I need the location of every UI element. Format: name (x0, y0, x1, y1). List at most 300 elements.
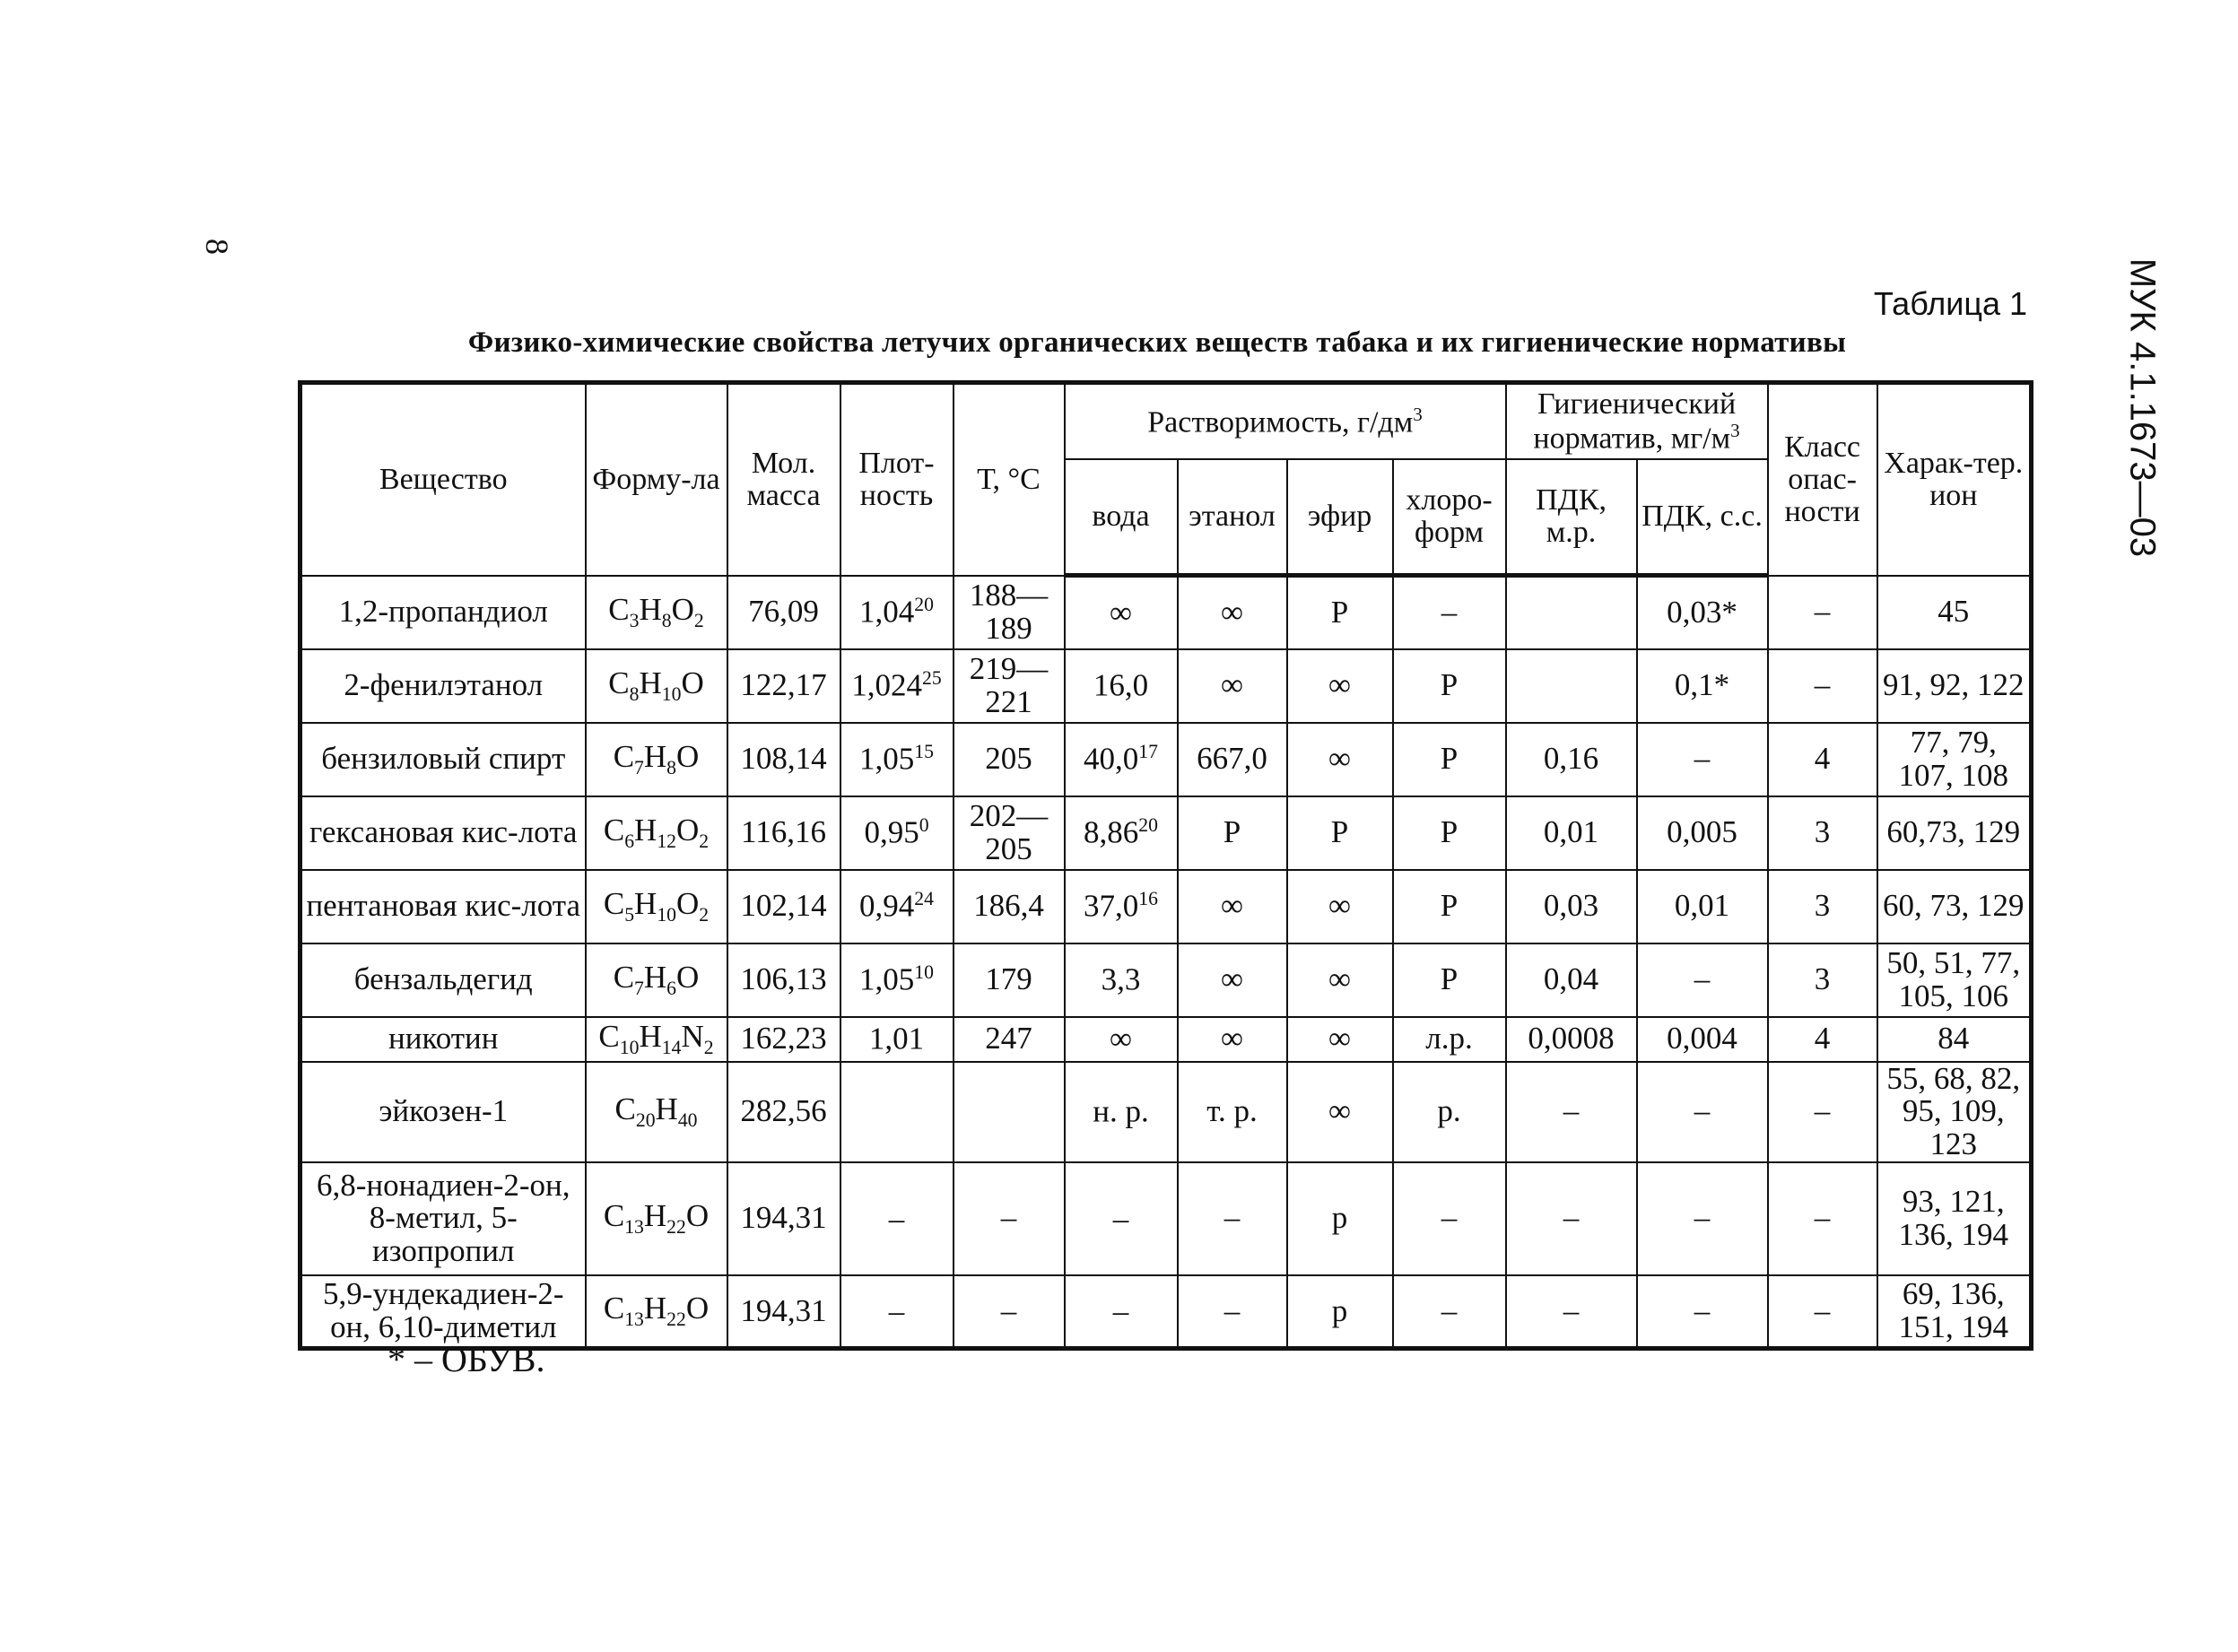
cell-density (840, 1062, 954, 1162)
table-title: Физико-химические свойства летучих органических веществ табака и их гигиенические нормативы (467, 326, 1847, 359)
formula-subscript: 2 (699, 903, 710, 926)
header-hygiene-unit-power: 3 (1730, 419, 1740, 441)
formula-subscript: 2 (693, 609, 704, 631)
formula-element: C (603, 1291, 625, 1326)
cell-pdk-mr (1506, 796, 1637, 870)
cell-pdk-mr-value: 0,0008 (1528, 1021, 1615, 1056)
header-formula: Форму-ла (586, 383, 727, 576)
header-ether: эфир (1287, 459, 1393, 576)
table-row (300, 1162, 2032, 1275)
table-row (300, 943, 2032, 1017)
cell-ether (1287, 1017, 1393, 1062)
cell-characteristic-ion-value: 69, 136, 151, 194 (1898, 1276, 2009, 1344)
cell-characteristic-ion (1877, 1275, 2032, 1349)
cell-density (840, 1017, 954, 1062)
cell-substance (300, 870, 586, 943)
cell-characteristic-ion (1877, 1162, 2032, 1275)
cell-substance (300, 1162, 586, 1275)
cell-ether (1287, 1275, 1393, 1349)
formula-element: O (676, 885, 700, 921)
cell-substance (300, 1017, 586, 1062)
header-pdk-ss: ПДК, с.с. (1637, 459, 1768, 576)
cell-hazard-class (1768, 649, 1877, 723)
cell-water-superscript: 20 (1138, 814, 1158, 837)
table-row (300, 576, 2032, 649)
formula-element: O (671, 591, 694, 627)
cell-substance (300, 796, 586, 870)
cell-ethanol-value: – (1223, 1292, 1241, 1328)
cell-ethanol-value: ∞ (1221, 888, 1243, 924)
formula-element: C (603, 1197, 625, 1233)
cell-pdk-ss (1637, 943, 1768, 1017)
cell-pdk-ss (1637, 1162, 1768, 1275)
cell-density-value: – (888, 1293, 905, 1329)
cell-water (1065, 1162, 1178, 1275)
cell-pdk-mr-value: – (1563, 1200, 1580, 1236)
cell-temperature-value: 188—189 (969, 577, 1049, 646)
cell-ether (1287, 796, 1393, 870)
cell-pdk-ss-value: 0,1* (1674, 667, 1730, 703)
table-row (300, 649, 2032, 723)
formula-element: N (681, 1018, 704, 1054)
cell-water-value: ∞ (1110, 595, 1132, 630)
cell-density (840, 723, 954, 796)
cell-pdk-mr-value: – (1563, 1292, 1580, 1328)
formula-element: O (676, 812, 700, 848)
cell-characteristic-ion-value: 77, 79, 107, 108 (1898, 724, 2009, 793)
cell-characteristic-ion-value: 91, 92, 122 (1883, 667, 2025, 703)
cell-pdk-mr (1506, 1017, 1637, 1062)
cell-characteristic-ion-value: 45 (1938, 594, 1970, 630)
cell-mol-mass-value: 102,14 (740, 888, 827, 924)
cell-density-value: 0,95 (864, 814, 919, 850)
cell-pdk-mr-value: 0,03 (1543, 888, 1599, 924)
cell-mol-mass-value: 106,13 (740, 961, 827, 997)
cell-mol-mass (727, 1062, 840, 1162)
cell-ethanol-value: т. р. (1206, 1093, 1258, 1129)
cell-temperature-value: 205 (985, 741, 1032, 777)
cell-hazard-class (1768, 1275, 1877, 1349)
formula-subscript: 8 (661, 609, 672, 631)
cell-formula (586, 649, 727, 723)
cell-chloroform-value: Р (1440, 888, 1459, 924)
cell-chloroform-value: Р (1440, 667, 1459, 703)
header-mol-mass: Мол. масса (727, 383, 840, 576)
cell-hazard-class-value: 4 (1814, 741, 1831, 777)
cell-mol-mass-value: 194,31 (740, 1200, 827, 1236)
cell-temperature (954, 796, 1065, 870)
cell-characteristic-ion-value: 60,73, 129 (1886, 814, 2021, 850)
cell-ether-value: Р (1330, 594, 1349, 630)
cell-density-value: 1,05 (859, 961, 915, 997)
cell-pdk-ss-value: 0,01 (1674, 888, 1730, 924)
formula-element: C (614, 1091, 636, 1126)
formula-element: C (613, 959, 635, 995)
formula-subscript: 8 (666, 756, 677, 778)
cell-ether (1287, 649, 1393, 723)
cell-formula (586, 1275, 727, 1349)
formula-element: H (643, 738, 667, 774)
cell-substance (300, 1062, 586, 1162)
cell-ethanol (1178, 1017, 1287, 1062)
formula-subscript: 3 (629, 609, 640, 631)
cell-hazard-class-value: – (1814, 1292, 1831, 1328)
cell-density (840, 1162, 954, 1275)
cell-ether (1287, 576, 1393, 649)
cell-characteristic-ion (1877, 943, 2032, 1017)
cell-substance (300, 943, 586, 1017)
cell-formula (586, 1162, 727, 1275)
cell-chloroform (1393, 870, 1506, 943)
table-row (300, 796, 2032, 870)
cell-pdk-ss-value: – (1694, 961, 1711, 997)
cell-substance-value: 5,9-ундекадиен-2-он, 6,10-диметил (322, 1276, 564, 1344)
cell-formula (586, 870, 727, 943)
cell-ether (1287, 1062, 1393, 1162)
cell-characteristic-ion-value: 60, 73, 129 (1883, 888, 2025, 924)
cell-ethanol-value: 667,0 (1197, 741, 1267, 777)
cell-pdk-mr-value: 0,16 (1543, 741, 1599, 777)
cell-mol-mass (727, 796, 840, 870)
cell-density (840, 649, 954, 723)
table-row (300, 723, 2032, 796)
cell-mol-mass-value: 108,14 (740, 741, 827, 777)
cell-ether (1287, 1162, 1393, 1275)
cell-pdk-mr (1506, 870, 1637, 943)
cell-mol-mass (727, 1162, 840, 1275)
cell-pdk-ss (1637, 649, 1768, 723)
cell-characteristic-ion (1877, 870, 2032, 943)
cell-hazard-class-value: – (1814, 594, 1831, 630)
formula-subscript: 10 (657, 903, 677, 926)
header-solubility-unit-power: 3 (1413, 403, 1423, 425)
cell-chloroform-value: Р (1440, 814, 1459, 850)
formula-element: H (655, 1091, 678, 1126)
cell-formula (586, 576, 727, 649)
cell-substance-value: бензиловый спирт (321, 741, 566, 777)
cell-ethanol (1178, 870, 1287, 943)
cell-formula (586, 943, 727, 1017)
formula-element: C (608, 665, 630, 700)
header-chloroform: хлоро-форм (1393, 459, 1506, 576)
cell-mol-mass (727, 723, 840, 796)
formula-element: H (634, 812, 657, 848)
cell-ether (1287, 943, 1393, 1017)
formula-element: H (639, 591, 662, 627)
cell-pdk-mr (1506, 1062, 1637, 1162)
cell-density (840, 1275, 954, 1349)
cell-mol-mass-value: 282,56 (740, 1093, 827, 1129)
cell-hazard-class (1768, 1062, 1877, 1162)
cell-water (1065, 649, 1178, 723)
formula-element: H (643, 1291, 667, 1326)
cell-ethanol-value: – (1223, 1200, 1241, 1236)
cell-ether-value: ∞ (1328, 1093, 1351, 1129)
cell-water-value: 37,0 (1084, 888, 1139, 924)
cell-chloroform (1393, 723, 1506, 796)
cell-ether-value: ∞ (1328, 1021, 1351, 1056)
cell-mol-mass (727, 649, 840, 723)
cell-density (840, 796, 954, 870)
cell-temperature-value: 179 (985, 961, 1032, 997)
formula-element: C (608, 591, 630, 627)
cell-water (1065, 870, 1178, 943)
cell-ethanol (1178, 649, 1287, 723)
cell-formula (586, 1062, 727, 1162)
formula-element: H (639, 1018, 662, 1054)
cell-water-value: 40,0 (1084, 741, 1139, 777)
cell-hazard-class (1768, 576, 1877, 649)
table-row (300, 1275, 2032, 1349)
cell-hazard-class (1768, 1162, 1877, 1275)
cell-pdk-ss (1637, 870, 1768, 943)
cell-characteristic-ion (1877, 1062, 2032, 1162)
cell-ether-value: р (1331, 1200, 1348, 1236)
cell-chloroform (1393, 1062, 1506, 1162)
formula-subscript: 2 (703, 1036, 714, 1058)
header-density: Плот-ность (840, 383, 954, 576)
cell-hazard-class (1768, 1017, 1877, 1062)
cell-substance (300, 576, 586, 649)
cell-ethanol-value: ∞ (1221, 1021, 1243, 1056)
cell-pdk-ss-value: 0,005 (1667, 814, 1737, 850)
cell-temperature-value: 219—221 (969, 650, 1049, 719)
cell-pdk-mr (1506, 649, 1637, 723)
cell-ethanol-value: ∞ (1221, 594, 1243, 630)
cell-pdk-mr (1506, 576, 1637, 649)
cell-ethanol-value: ∞ (1221, 961, 1243, 997)
cell-ether-value: ∞ (1328, 741, 1351, 777)
cell-chloroform (1393, 796, 1506, 870)
cell-mol-mass (727, 576, 840, 649)
cell-chloroform-value: Р (1440, 741, 1459, 777)
cell-chloroform (1393, 943, 1506, 1017)
cell-mol-mass (727, 870, 840, 943)
header-temperature: Т, °С (954, 383, 1065, 576)
cell-chloroform-value: – (1441, 1200, 1458, 1236)
header-pdk-mr: ПДК, м.р. (1506, 459, 1637, 576)
cell-substance (300, 649, 586, 723)
cell-pdk-ss-value: 0,03* (1667, 594, 1737, 630)
cell-pdk-ss (1637, 576, 1768, 649)
table-header (300, 383, 2032, 576)
cell-mol-mass (727, 1017, 840, 1062)
cell-temperature-value: 202—205 (969, 797, 1049, 866)
cell-substance-value: пентановая кис-лота (306, 888, 581, 924)
cell-substance-value: эйкозен-1 (379, 1093, 509, 1129)
table-row (300, 1062, 2032, 1162)
cell-pdk-ss (1637, 796, 1768, 870)
cell-ether-value: Р (1330, 814, 1349, 850)
cell-substance-value: 6,8-нонадиен-2-он, 8-метил, 5-изопропил (317, 1167, 570, 1269)
formula-subscript: 7 (634, 977, 644, 999)
cell-temperature (954, 576, 1065, 649)
formula-element: O (676, 959, 700, 995)
cell-pdk-ss-value: – (1694, 1292, 1711, 1328)
cell-mol-mass-value: 116,16 (741, 814, 826, 850)
cell-water-value: 16,0 (1093, 667, 1149, 703)
cell-pdk-ss-value: – (1694, 741, 1711, 777)
cell-water (1065, 576, 1178, 649)
cell-chloroform-value: – (1441, 1292, 1458, 1328)
formula-element: O (676, 738, 700, 774)
header-solubility-label: Растворимость, г/дм (1147, 405, 1414, 439)
cell-density-superscript: 24 (914, 888, 934, 910)
formula-subscript: 12 (657, 830, 677, 852)
formula-element: C (603, 812, 625, 848)
cell-pdk-ss-value: – (1694, 1093, 1711, 1129)
cell-temperature (954, 723, 1065, 796)
cell-ethanol (1178, 576, 1287, 649)
formula-subscript: 13 (624, 1309, 644, 1331)
cell-temperature (954, 649, 1065, 723)
cell-characteristic-ion (1877, 649, 2032, 723)
cell-hazard-class-value: 3 (1814, 814, 1831, 850)
cell-water-superscript: 16 (1138, 888, 1158, 910)
cell-formula (586, 1017, 727, 1062)
cell-density-value: 1,024 (851, 667, 923, 703)
cell-mol-mass-value: 194,31 (740, 1292, 827, 1328)
cell-density-value: 0,94 (859, 888, 915, 924)
cell-chloroform (1393, 1275, 1506, 1349)
formula-element: C (603, 885, 625, 921)
cell-density-superscript: 15 (914, 741, 934, 763)
cell-hazard-class-value: 3 (1814, 961, 1831, 997)
cell-water-value: ∞ (1110, 1021, 1132, 1056)
cell-characteristic-ion (1877, 1017, 2032, 1062)
formula-subscript: 2 (699, 830, 710, 852)
cell-ether-value: ∞ (1328, 961, 1351, 997)
cell-chloroform (1393, 649, 1506, 723)
cell-characteristic-ion (1877, 796, 2032, 870)
cell-ether-value: ∞ (1328, 888, 1351, 924)
cell-density-value: 1,05 (859, 741, 915, 777)
cell-mol-mass (727, 943, 840, 1017)
cell-density-superscript: 20 (914, 594, 934, 616)
cell-water-value: н. р. (1093, 1094, 1149, 1130)
formula-element: O (681, 665, 704, 700)
cell-hazard-class (1768, 723, 1877, 796)
cell-density-superscript: 25 (922, 667, 942, 690)
cell-mol-mass-value: 162,23 (740, 1021, 827, 1056)
cell-pdk-mr (1506, 1162, 1637, 1275)
cell-water-value: 3,3 (1101, 961, 1141, 997)
header-hygiene-label: Гигиенический норматив, мг/м (1533, 387, 1737, 456)
cell-temperature (954, 870, 1065, 943)
cell-pdk-mr (1506, 943, 1637, 1017)
cell-water (1065, 723, 1178, 796)
formula-element: C (598, 1018, 620, 1054)
cell-temperature (954, 1275, 1065, 1349)
cell-substance-value: никотин (388, 1021, 499, 1056)
formula-subscript: 7 (634, 756, 644, 778)
header-solubility (1065, 383, 1506, 460)
cell-temperature-value: – (1000, 1200, 1017, 1236)
cell-water-value: – (1112, 1201, 1129, 1237)
formula-element: H (634, 885, 657, 921)
cell-pdk-mr (1506, 723, 1637, 796)
cell-temperature (954, 943, 1065, 1017)
cell-mol-mass (727, 1275, 840, 1349)
cell-ethanol (1178, 723, 1287, 796)
cell-formula (586, 723, 727, 796)
header-hazard-class: Класс опас-ности (1768, 383, 1877, 576)
cell-water (1065, 1275, 1178, 1349)
cell-characteristic-ion-value: 50, 51, 77, 105, 106 (1886, 944, 2021, 1013)
formula-element: O (685, 1197, 710, 1233)
cell-mol-mass-value: 122,17 (740, 667, 827, 703)
cell-hazard-class-value: – (1814, 667, 1831, 703)
cell-temperature (954, 1017, 1065, 1062)
formula-subscript: 6 (666, 977, 677, 999)
cell-chloroform-value: Р (1440, 961, 1459, 997)
formula-subscript: 20 (635, 1109, 656, 1131)
cell-pdk-ss-value: – (1694, 1200, 1711, 1236)
cell-characteristic-ion-value: 93, 121, 136, 194 (1898, 1184, 2009, 1252)
cell-ether-value: ∞ (1328, 667, 1351, 703)
cell-density (840, 576, 954, 649)
table-row (300, 870, 2032, 943)
cell-mol-mass-value: 76,09 (748, 594, 819, 630)
cell-water-superscript: 17 (1138, 741, 1158, 763)
cell-pdk-ss (1637, 1017, 1768, 1062)
formula-element: H (639, 665, 662, 700)
header-hygiene-standard (1506, 383, 1768, 460)
cell-pdk-mr-value: 0,01 (1543, 814, 1599, 850)
cell-density (840, 870, 954, 943)
cell-chloroform (1393, 1017, 1506, 1062)
cell-hazard-class-value: 3 (1814, 888, 1831, 924)
cell-chloroform-value: – (1441, 594, 1458, 630)
formula-element: O (685, 1291, 710, 1326)
formula-subscript: 5 (624, 903, 635, 926)
cell-hazard-class-value: 4 (1814, 1021, 1831, 1056)
formula-subscript: 10 (619, 1036, 640, 1058)
table-row (300, 1017, 2032, 1062)
formula-subscript: 22 (666, 1215, 686, 1238)
cell-water (1065, 943, 1178, 1017)
formula-subscript: 10 (661, 683, 682, 705)
cell-substance-value: 1,2-пропандиол (338, 594, 548, 630)
cell-chloroform-value: л.р. (1425, 1021, 1473, 1056)
cell-temperature (954, 1062, 1065, 1162)
cell-substance (300, 723, 586, 796)
cell-characteristic-ion-value: 55, 68, 82, 95, 109, 123 (1886, 1060, 2021, 1161)
cell-ethanol (1178, 796, 1287, 870)
cell-chloroform-value: р. (1437, 1093, 1461, 1129)
cell-density (840, 943, 954, 1017)
cell-pdk-ss (1637, 723, 1768, 796)
cell-hazard-class-value: – (1814, 1093, 1831, 1129)
cell-pdk-ss-value: 0,004 (1667, 1021, 1737, 1056)
formula-subscript: 40 (677, 1109, 698, 1131)
footnote: * – ОБУВ. (388, 1339, 545, 1379)
cell-ethanol (1178, 943, 1287, 1017)
cell-characteristic-ion (1877, 723, 2032, 796)
document-code: МУК 4.1.1673—03 (2122, 257, 2163, 558)
cell-hazard-class (1768, 870, 1877, 943)
cell-water (1065, 1062, 1178, 1162)
cell-pdk-ss (1637, 1062, 1768, 1162)
cell-characteristic-ion (1877, 576, 2032, 649)
cell-hazard-class (1768, 796, 1877, 870)
cell-ethanol (1178, 1162, 1287, 1275)
cell-ethanol-value: ∞ (1221, 667, 1243, 703)
page-number: 8 (199, 239, 235, 255)
table-number: Таблица 1 (1873, 285, 2027, 322)
cell-substance-value: гексановая кис-лота (309, 814, 578, 850)
cell-chloroform (1393, 576, 1506, 649)
